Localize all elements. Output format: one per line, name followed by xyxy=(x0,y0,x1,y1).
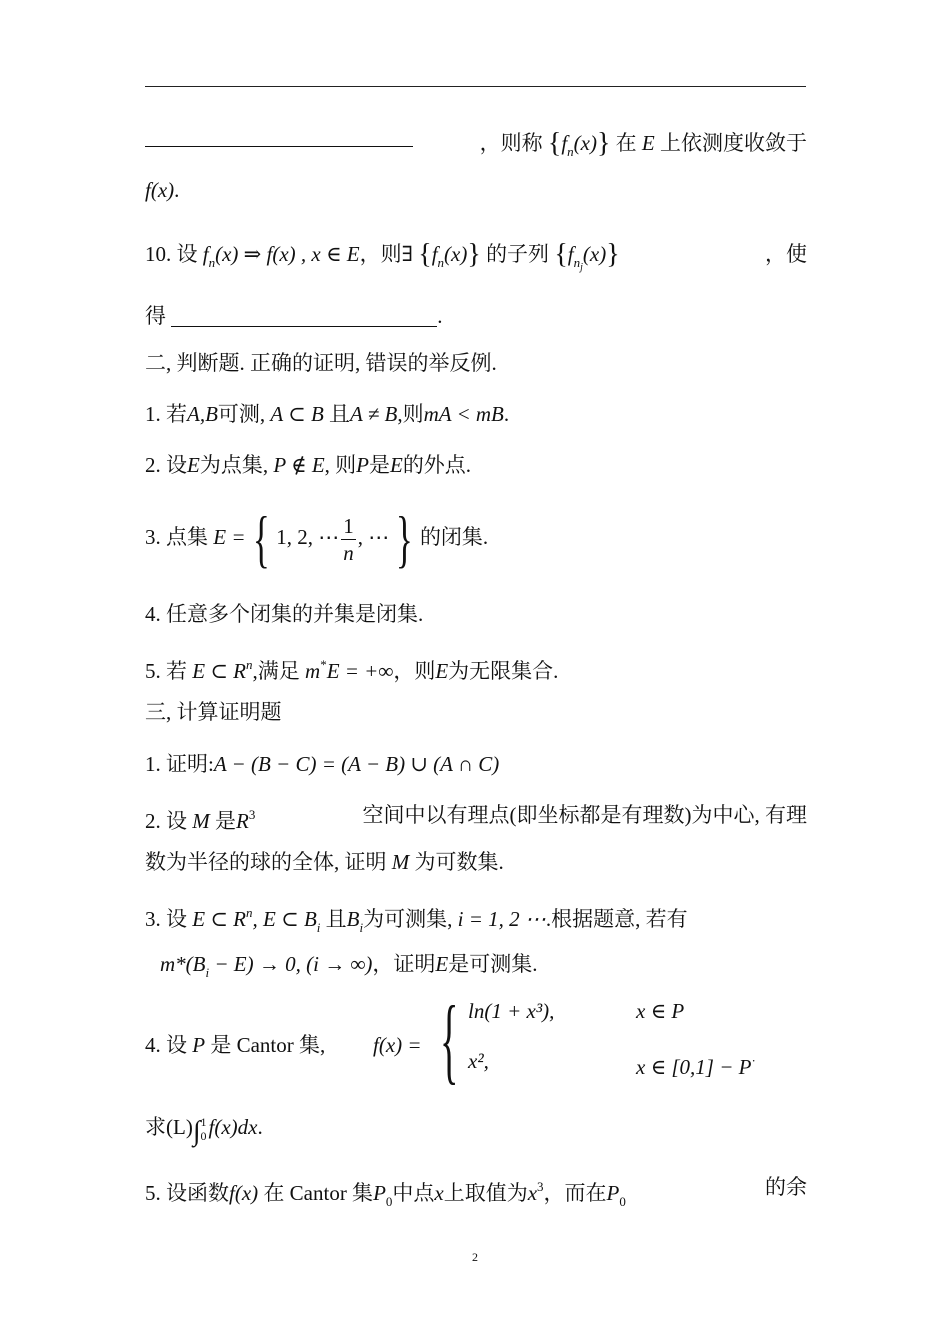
s2-question-1: 1. 若A,B可测, A ⊂ B 且A ≠ B,则mA < mB. xyxy=(145,402,510,426)
s2-question-4: 4. 任意多个闭集的并集是闭集. xyxy=(145,602,424,626)
s3-question-1: 1. 证明:A − (B − C) = (A − B) ∪ (A ∩ C) xyxy=(145,752,500,776)
para-continuation: ，则称 $\{f_n(x)\}$ 在 E 上依测度收敛于 xyxy=(145,128,807,167)
para-continuation-2: f(x). xyxy=(145,178,180,202)
s2-question-5: 5. 若 E ⊂ $R^n$,满足 m*E = +∞，则E为无限集合. xyxy=(145,657,559,683)
section-2-title: 二, 判断题. 正确的证明, 错误的举反例. xyxy=(145,351,497,375)
page-number: 2 xyxy=(472,1250,478,1264)
s2-question-2: 2. 设E为点集, P ∉ E, 则P是E的外点. xyxy=(145,453,472,477)
s3-question-3-cont: $m*(B_i - E) \to 0$, (i → ∞)，证明E是可测集. xyxy=(160,952,538,980)
question-10: 10. 设 $f_n(x)$ ⇒ f(x) , x ∈ E，则∃ $\{f_n(x)\}$ 的子列 $\{f_{nj}(x)\}$ ，使 xyxy=(145,239,807,273)
s3-question-2-cont: 数为半径的球的全体, 证明 M 为可数集. xyxy=(145,850,504,874)
text: ，则称 xyxy=(479,131,543,155)
answer-blank xyxy=(145,128,413,147)
answer-blank xyxy=(171,308,437,327)
piecewise-case-2: x², xyxy=(468,1049,489,1073)
piecewise-cond-2: x ∈ [0,1] − P· xyxy=(636,1053,756,1079)
piecewise-case-1: ln(1 + x³), xyxy=(468,999,555,1023)
piecewise-cond-1: x ∈ P xyxy=(636,999,685,1023)
s3-question-3: 3. 设 E ⊂ $R^n$, E ⊂ $B_i$ 且$B_i$为可测集, i = 1, 2 ⋯.根据题意, 若有 xyxy=(145,905,688,935)
s3-question-2: 2. 设 M 是$R^3$ 空间中以有理点(即坐标都是有理数)为中心, 有理 xyxy=(145,803,807,833)
section-3-title: 三, 计算证明题 xyxy=(145,700,282,724)
piecewise-brace: { xyxy=(440,986,459,1093)
s3-question-4-cont: 求(L)∫1 0f(x)dx. xyxy=(145,1115,263,1147)
s2-question-3: 3. 点集 E = { 1, 2, ⋯ $\frac{1}{n}$ , ⋯ } 的闭集. xyxy=(145,503,489,575)
s3-question-5: 5. 设函数f(x) 在 Cantor 集$P_0$中点x上取值为$x^3$，而在$P_0$ 的余 xyxy=(145,1175,807,1209)
header-rule xyxy=(145,86,806,87)
piecewise-lhs: f(x) = xyxy=(373,1033,422,1057)
question-10-cont: 得 . xyxy=(145,304,443,328)
fraction: $\frac{1}{n}$ xyxy=(343,513,354,565)
s3-question-4: 4. 设 P 是 Cantor 集, xyxy=(145,1033,326,1057)
